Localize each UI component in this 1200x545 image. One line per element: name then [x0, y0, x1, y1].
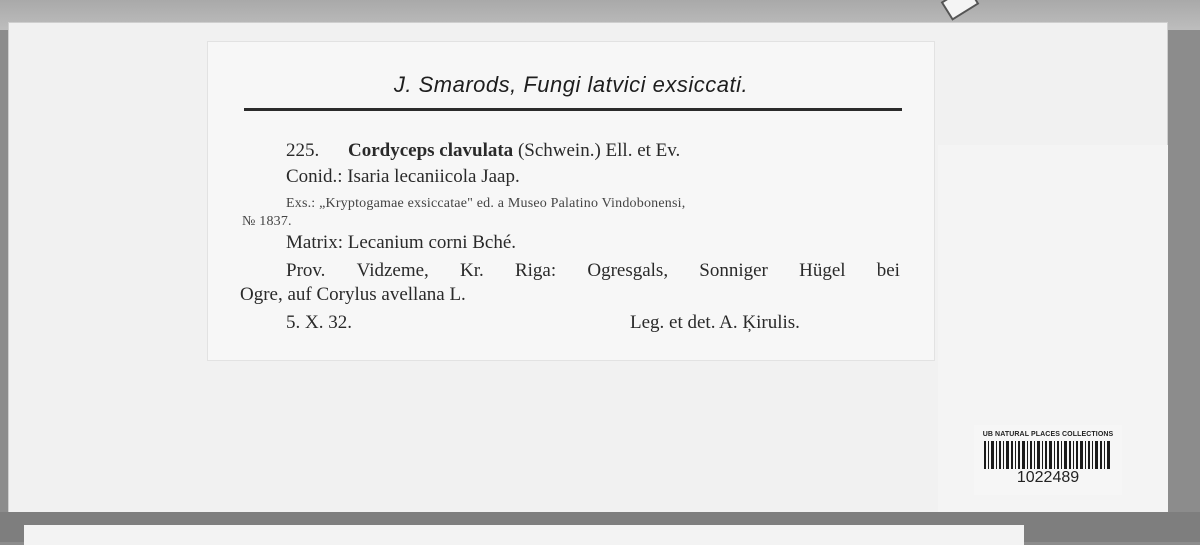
species-name: Cordyceps clavulata — [348, 140, 514, 161]
province-line-2: Ogre, auf Corylus avellana L. — [240, 284, 466, 305]
barcode-header: UB NATURAL PLACES COLLECTIONS — [982, 431, 1114, 438]
species-line — [286, 140, 680, 162]
collection-date: 5. X. 32. — [286, 312, 352, 333]
prov-word: bei — [876, 260, 900, 281]
specimen-number: 225. — [286, 140, 320, 161]
matrix-line: Matrix: Lecanium corni Bché. — [286, 232, 517, 253]
specimen-label — [208, 42, 934, 360]
prov-word: Riga: — [514, 260, 557, 281]
prov-word: Vidzeme, — [356, 260, 429, 281]
label-title: J. Smarods, Fungi latvici exsiccati. — [393, 72, 749, 97]
barcode-label — [974, 425, 1122, 495]
exsiccata-line-2: № 1837. — [242, 214, 292, 229]
title-rule — [244, 108, 902, 111]
prov-word: Prov. — [286, 260, 326, 281]
province-line-1 — [286, 260, 900, 282]
exsiccata-line-1: Exs.: „Kryptogamae exsiccatae" ed. a Museo Palatino Vindobonensi, — [286, 196, 686, 211]
collector: Leg. et det. A. Ķirulis. — [630, 312, 800, 333]
conid-line: Conid.: Isaria lecaniicola Jaap. — [286, 166, 520, 187]
prov-word: Ogresgals, — [587, 260, 669, 281]
prov-word: Kr. — [460, 260, 484, 281]
barcode-icon — [984, 441, 1112, 469]
barcode-number: 1022489 — [1016, 469, 1080, 486]
lower-sheet-edge — [24, 525, 1024, 545]
species-authority: (Schwein.) Ell. et Ev. — [517, 140, 681, 161]
prov-word: Sonniger — [699, 260, 768, 281]
prov-word: Hügel — [799, 260, 846, 281]
